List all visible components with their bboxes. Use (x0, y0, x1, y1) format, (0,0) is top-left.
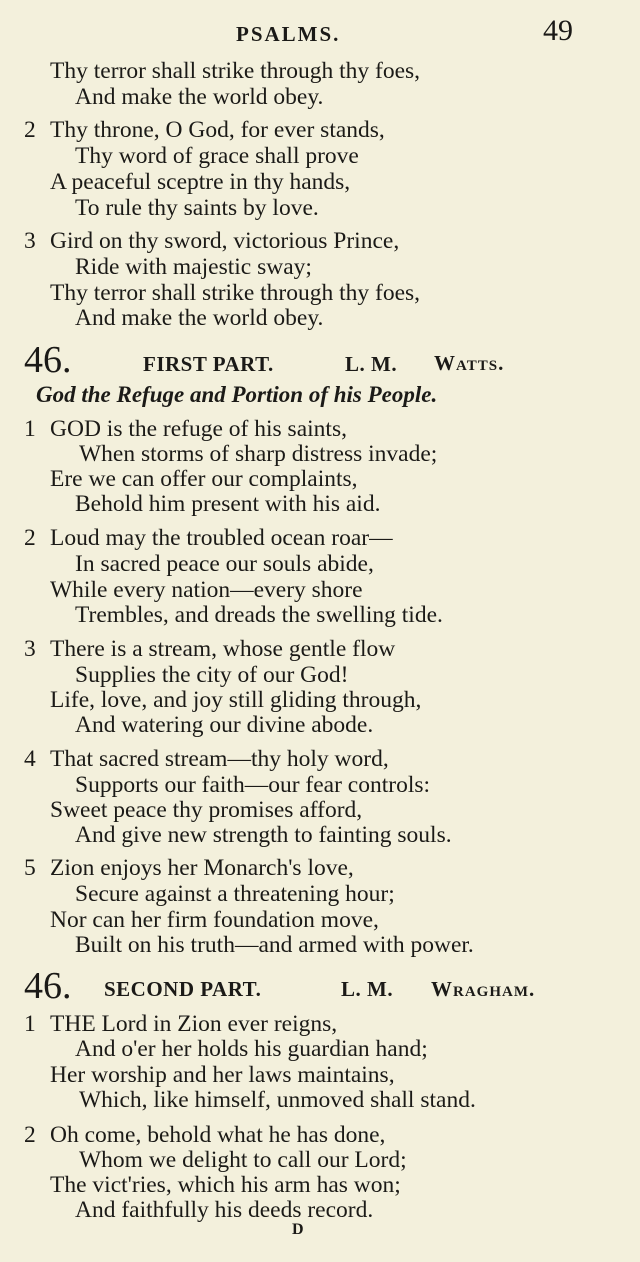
verse-line: To rule thy saints by love. (75, 195, 319, 221)
hymn-meter: L. M. (341, 977, 394, 1001)
stanza-number: 1 (24, 416, 36, 442)
verse-line: Thy terror shall strike through thy foes, (50, 58, 421, 84)
verse-line: Thy word of grace shall prove (75, 143, 359, 169)
stanza-number: 2 (24, 525, 36, 551)
hymn-number: 46. (24, 965, 72, 1007)
verse-line: A peaceful sceptre in thy hands, (50, 169, 351, 195)
stanza-number: 3 (24, 636, 36, 662)
verse-line: The vict'ries, which his arm has won; (50, 1172, 401, 1198)
stanza-number: 2 (24, 1122, 36, 1148)
stanza-number: 5 (24, 855, 36, 881)
verse-line: Secure against a threatening hour; (75, 881, 395, 907)
signature-mark: D (292, 1221, 304, 1238)
verse-line: There is a stream, whose gentle flow (50, 636, 396, 662)
verse-line: And watering our divine abode. (75, 712, 374, 738)
page-header (0, 8, 640, 48)
verse-line: Supplies the city of our God! (75, 662, 349, 688)
verse-line: And faithfully his deeds record. (75, 1197, 374, 1223)
verse-line: Behold him present with his aid. (75, 491, 381, 517)
verse-line: Trembles, and dreads the swelling tide. (75, 602, 443, 628)
verse-line: Thy terror shall strike through thy foes, (50, 280, 421, 306)
verse-line: In sacred peace our souls abide, (75, 551, 374, 577)
hymn-author: Watts. (434, 351, 505, 375)
verse-line: While every nation—every shore (50, 577, 363, 603)
verse-line: Whom we delight to call our Lord; (79, 1147, 407, 1173)
verse-line: Ere we can offer our complaints, (50, 466, 358, 492)
verse-line: When storms of sharp distress invade; (79, 441, 438, 467)
verse-line: Sweet peace thy promises afford, (50, 797, 363, 823)
verse-line: Life, love, and joy still gliding through, (50, 687, 422, 713)
hymn-author: Wragham. (431, 977, 536, 1001)
verse-line: Built on his truth—and armed with power. (75, 932, 474, 958)
verse-line: And make the world obey. (75, 305, 324, 331)
verse-line: Gird on thy sword, victorious Prince, (50, 228, 400, 254)
verse-line: THE Lord in Zion ever reigns, (50, 1011, 338, 1037)
verse-line: Which, like himself, unmoved shall stand. (79, 1087, 476, 1113)
verse-line: Nor can her firm foundation move, (50, 907, 379, 933)
verse-line: Loud may the troubled ocean roar— (50, 525, 393, 551)
verse-line: And make the world obey. (75, 84, 324, 110)
verse-line: Supports our faith—our fear controls: (75, 772, 431, 798)
hymn-subtitle: God the Refuge and Portion of his People. (36, 382, 438, 407)
verse-line: Zion enjoys her Monarch's love, (50, 855, 354, 881)
verse-line: Ride with majestic sway; (75, 254, 312, 280)
hymn-number: 46. (24, 339, 72, 381)
running-title: PSALMS. (236, 22, 341, 46)
verse-line: That sacred stream—thy holy word, (50, 746, 389, 772)
hymn-meter: L. M. (345, 352, 398, 376)
verse-line: Oh come, behold what he has done, (50, 1122, 386, 1148)
hymn-part-label: FIRST PART. (143, 352, 274, 376)
stanza-number: 1 (24, 1011, 36, 1037)
verse-line: Thy throne, O God, for ever stands, (50, 117, 385, 143)
stanza-number: 4 (24, 746, 36, 772)
verse-line: Her worship and her laws maintains, (50, 1062, 395, 1088)
verse-line: GOD is the refuge of his saints, (50, 416, 347, 442)
page-number: 49 (543, 14, 573, 47)
hymn-part-label: SECOND PART. (104, 977, 262, 1001)
verse-line: And o'er her holds his guardian hand; (75, 1036, 428, 1062)
verse-line: And give new strength to fainting souls. (75, 822, 452, 848)
stanza-number: 2 (24, 117, 36, 143)
stanza-number: 3 (24, 228, 36, 254)
